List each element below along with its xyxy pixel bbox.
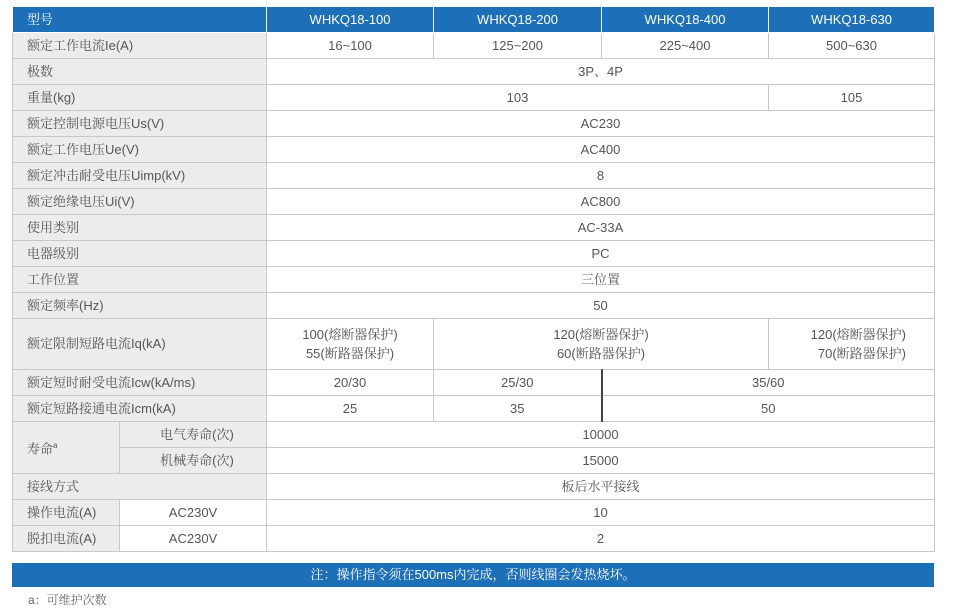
row-label: [13, 422, 120, 474]
cell-line: 55(断路器保护): [305, 346, 395, 361]
sub-label: AC230V: [120, 500, 267, 526]
cell-line: 60(断路器保护): [556, 346, 646, 361]
table-row: [13, 370, 935, 396]
spec-table: [12, 6, 935, 552]
cell-line: 120(熔断器保护): [553, 327, 649, 342]
cell-value: 16~100: [267, 33, 434, 59]
row-label: 额定短时耐受电流Icw(kA/ms): [13, 370, 267, 396]
cell-value: 35: [434, 396, 602, 422]
row-label: 极数: [13, 59, 267, 85]
cell-value: 板后水平接线: [267, 474, 935, 500]
cell-value: AC800: [267, 189, 935, 215]
table-row: [13, 422, 935, 448]
footnote: a：可维护次数: [28, 593, 107, 607]
cell-line: 70(断路器保护): [817, 346, 907, 361]
cell-value: 500~630: [769, 33, 935, 59]
cell-value: 25: [267, 396, 434, 422]
footnote-marker: a: [53, 440, 58, 450]
table-row: [13, 85, 935, 111]
cell-value: 225~400: [602, 33, 769, 59]
cell-value: 35/60: [602, 370, 935, 396]
row-label: 额定频率(Hz): [13, 293, 267, 319]
cell-line: 100(熔断器保护): [302, 327, 398, 342]
cell-value: 3P、4P: [267, 59, 935, 85]
model-header: 型号: [13, 7, 267, 33]
table-row: [13, 241, 935, 267]
header-row: [13, 7, 935, 33]
table-row: [13, 526, 935, 552]
cell-value: 25/30: [434, 370, 602, 396]
row-label: 工作位置: [13, 267, 267, 293]
cell-value: 105: [769, 85, 935, 111]
table-row: [13, 189, 935, 215]
cell-value: 三位置: [267, 267, 935, 293]
model-header-630: WHKQ18-630: [769, 7, 935, 33]
cell-value: 10000: [267, 422, 935, 448]
row-label: 额定短路接通电流Icm(kA): [13, 396, 267, 422]
sub-label: AC230V: [120, 526, 267, 552]
table-row: [13, 33, 935, 59]
row-label: 额定控制电源电压Us(V): [13, 111, 267, 137]
cell-value: AC-33A: [267, 215, 935, 241]
sub-label: 机械寿命(次): [120, 448, 267, 474]
table-row: [13, 474, 935, 500]
table-row: [13, 448, 935, 474]
cell-value: 50: [602, 396, 935, 422]
row-label: 额定工作电流Ie(A): [13, 33, 267, 59]
table-row: [13, 267, 935, 293]
cell-value: 10: [267, 500, 935, 526]
note-bar: 注：操作指令须在500ms内完成，否则线圈会发热烧坏。: [12, 563, 934, 587]
model-header-100: WHKQ18-100: [267, 7, 434, 33]
cell-value: 2: [267, 526, 935, 552]
row-label: 额定冲击耐受电压Uimp(kV): [13, 163, 267, 189]
sub-label: 电气寿命(次): [120, 422, 267, 448]
row-label: 操作电流(A): [13, 500, 120, 526]
table-row: [13, 396, 935, 422]
row-label: 额定限制短路电流Iq(kA): [13, 319, 267, 370]
table-row: [13, 111, 935, 137]
table-row: [13, 137, 935, 163]
row-label: 额定工作电压Ue(V): [13, 137, 267, 163]
table-row: [13, 215, 935, 241]
row-label: 额定绝缘电压Ui(V): [13, 189, 267, 215]
cell-value: AC400: [267, 137, 935, 163]
row-label: 电器级别: [13, 241, 267, 267]
lifespan-label: 寿命: [27, 441, 54, 457]
model-header-400: WHKQ18-400: [602, 7, 769, 33]
row-label: 使用类别: [13, 215, 267, 241]
cell-line: 120(熔断器保护): [810, 327, 907, 342]
cell-value: AC230: [267, 111, 935, 137]
cell-value: 125~200: [434, 33, 602, 59]
cell-value: [434, 319, 769, 370]
row-label: 重量(kg): [13, 85, 267, 111]
table-row: [13, 293, 935, 319]
cell-value: 15000: [267, 448, 935, 474]
cell-value: 20/30: [267, 370, 434, 396]
table-row: [13, 163, 935, 189]
table-row: [13, 319, 935, 370]
cell-value: [769, 319, 935, 370]
table-row: [13, 59, 935, 85]
cell-value: PC: [267, 241, 935, 267]
model-header-200: WHKQ18-200: [434, 7, 602, 33]
cell-value: [267, 319, 434, 370]
cell-value: 103: [267, 85, 769, 111]
table-row: [13, 500, 935, 526]
cell-value: 50: [267, 293, 935, 319]
cell-value: 8: [267, 163, 935, 189]
row-label: 接线方式: [13, 474, 267, 500]
row-label: 脱扣电流(A): [13, 526, 120, 552]
